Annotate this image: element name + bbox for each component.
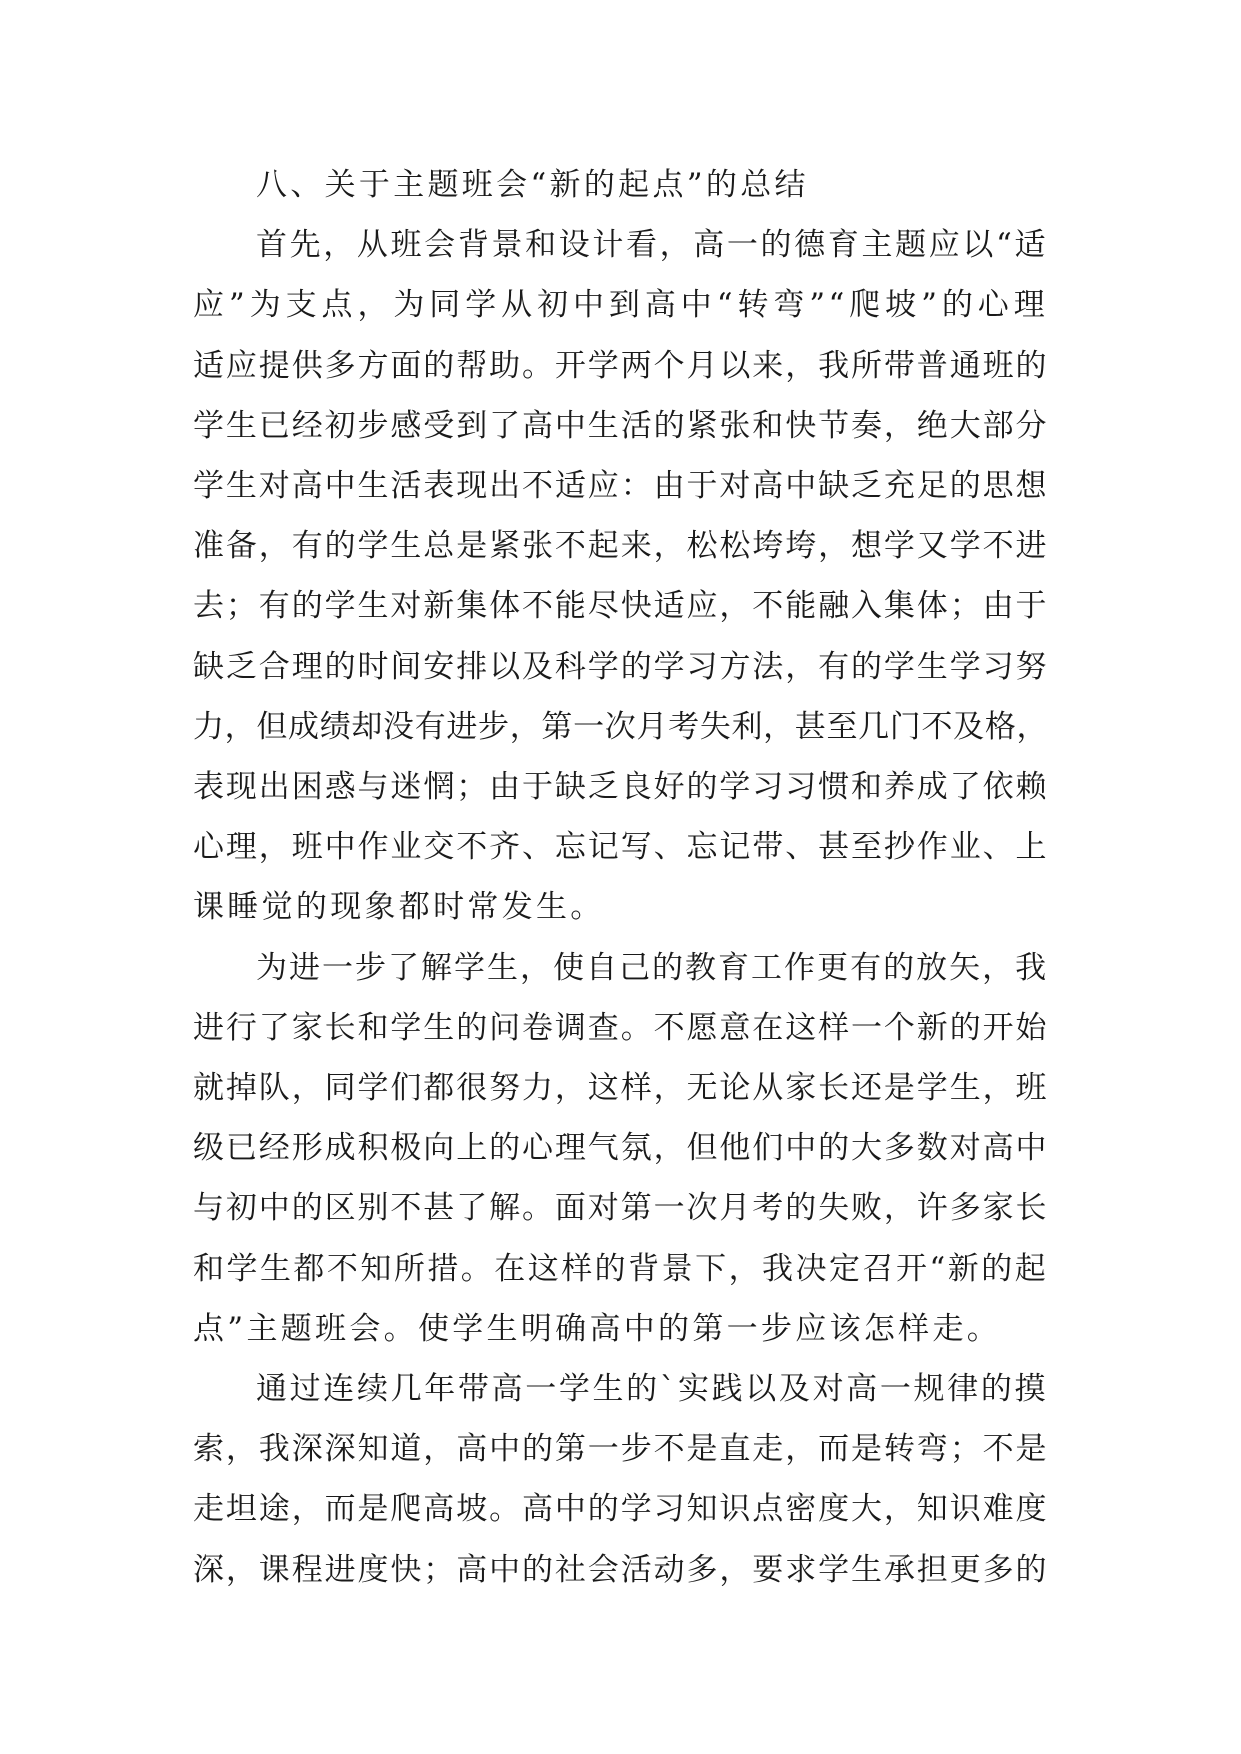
paragraph-survey — [193, 938, 1048, 1359]
paragraph-line: 索，我深深知道，高中的第一步不是直走，而是转弯；不是 — [193, 1431, 1049, 1468]
paragraph-line: 点”主题班会。使学生明确高中的第一步应该怎样走。 — [193, 1310, 1002, 1347]
paragraph-line: 首先，从班会背景和设计看，高一的德育主题应以“适 — [256, 227, 1048, 264]
paragraph-line: 深，课程进度快；高中的社会活动多，要求学生承担更多的 — [193, 1551, 1049, 1588]
paragraph-line: 走坦途，而是爬高坡。高中的学习知识点密度大，知识难度 — [193, 1491, 1049, 1528]
paragraph-line: 缺乏合理的时间安排以及科学的学习方法，有的学生学习努 — [193, 648, 1049, 685]
section-heading: 八、关于主题班会“新的起点”的总结 — [256, 167, 809, 203]
paragraph-line: 心理，班中作业交不齐、忘记写、忘记带、甚至抄作业、上 — [193, 829, 1049, 866]
paragraph-line: 去；有的学生对新集体不能尽快适应，不能融入集体；由于 — [193, 588, 1049, 625]
paragraph-line: 课睡觉的现象都时常发生。 — [193, 889, 605, 926]
paragraph-line: 准备，有的学生总是紧张不起来，松松垮垮，想学又学不进 — [193, 528, 1049, 565]
paragraph-line: 通过连续几年带高一学生的`实践以及对高一规律的摸 — [256, 1371, 1048, 1408]
paragraph-line: 和学生都不知所措。在这样的背景下，我决定召开“新的起 — [193, 1250, 1048, 1287]
paragraph-line: 适应提供多方面的帮助。开学两个月以来，我所带普通班的 — [193, 347, 1049, 384]
document-body — [193, 155, 1048, 1600]
paragraph-line: 学生已经初步感受到了高中生活的紧张和快节奏，绝大部分 — [193, 407, 1049, 444]
paragraph-line: 学生对高中生活表现出不适应：由于对高中缺乏充足的思想 — [193, 468, 1049, 505]
paragraph-background — [193, 215, 1048, 937]
paragraph-line: 为进一步了解学生，使自己的教育工作更有的放矢，我 — [256, 949, 1048, 986]
paragraph-line: 表现出困惑与迷惘；由于缺乏良好的学习习惯和养成了依赖 — [193, 769, 1049, 806]
paragraph-line: 进行了家长和学生的问卷调查。不愿意在这样一个新的开始 — [193, 1009, 1049, 1046]
paragraph-line: 级已经形成积极向上的心理气氛，但他们中的大多数对高中 — [193, 1130, 1049, 1167]
paragraph-line: 力，但成绩却没有进步，第一次月考失利，甚至几门不及格， — [193, 708, 1048, 745]
paragraph-experience — [193, 1359, 1048, 1600]
paragraph-line: 应”为支点，为同学从初中到高中“转弯”“爬坡”的心理 — [193, 287, 1048, 324]
paragraph-line: 就掉队，同学们都很努力，这样，无论从家长还是学生，班 — [193, 1070, 1049, 1107]
paragraph-line: 与初中的区别不甚了解。面对第一次月考的失败，许多家长 — [193, 1190, 1049, 1227]
